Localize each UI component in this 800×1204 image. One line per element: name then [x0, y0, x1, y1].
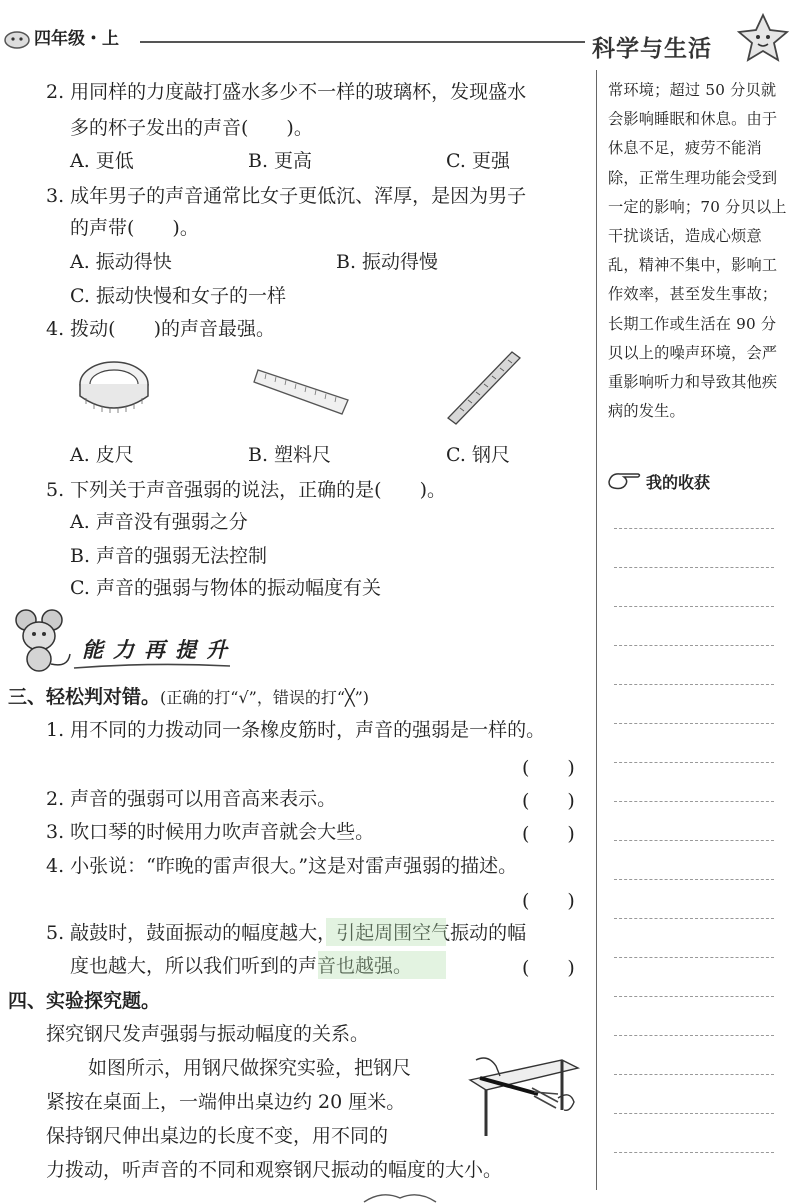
- harvest-line: [614, 957, 774, 958]
- header-divider: [140, 41, 585, 43]
- harvest-line: [614, 840, 774, 841]
- harvest-line: [614, 879, 774, 880]
- brand-title: 科学与生活: [592, 35, 712, 62]
- ruler-experiment-image: [466, 1050, 582, 1140]
- q5-option-b[interactable]: B. 声音的强弱无法控制: [70, 545, 268, 567]
- q5-option-c[interactable]: C. 声音的强弱与物体的振动幅度有关: [70, 577, 381, 599]
- s4-line4: 力拨动，听声音的不同和观察钢尺振动的幅度的大小。: [46, 1159, 503, 1181]
- banner-underline: [72, 660, 232, 672]
- harvest-line: [614, 684, 774, 685]
- banner-title: 能力再提升: [82, 637, 237, 662]
- q2-option-b[interactable]: B. 更高: [248, 150, 313, 172]
- mascot-dot-icon: [2, 30, 32, 50]
- plastic-ruler-image: [252, 360, 352, 418]
- harvest-line: [614, 996, 774, 997]
- q3-option-a[interactable]: A. 振动得快: [70, 251, 172, 273]
- harvest-line: [614, 801, 774, 802]
- s3-item4: 4. 小张说：“昨晚的雷声很大。”这是对雷声强弱的描述。: [46, 855, 518, 877]
- harvest-line: [614, 567, 774, 568]
- highlight-mark: [326, 918, 446, 946]
- harvest-line: [614, 918, 774, 919]
- highlight-mark: [318, 951, 446, 979]
- s3-answer-1[interactable]: ( ): [522, 757, 575, 779]
- star-mascot-icon: [735, 12, 791, 64]
- pointing-hand-icon: [606, 468, 644, 492]
- s3-answer-4[interactable]: ( ): [522, 890, 575, 912]
- mouse-mascot-icon: [8, 606, 76, 678]
- s4-line1: 如图所示，用钢尺做探究实验，把钢尺: [88, 1057, 412, 1079]
- q3-option-b[interactable]: B. 振动得慢: [336, 251, 439, 273]
- harvest-line: [614, 645, 774, 646]
- s3-item1: 1. 用不同的力拨动同一条橡皮筋时，声音的强弱是一样的。: [46, 719, 546, 741]
- tape-measure-image: [74, 356, 154, 424]
- harvest-line: [614, 1035, 774, 1036]
- s4-intro: 探究钢尺发声强弱与振动幅度的关系。: [46, 1023, 370, 1045]
- q5-line1: 5. 下列关于声音强弱的说法，正确的是( )。: [46, 479, 446, 501]
- harvest-line: [614, 606, 774, 607]
- q3-line1: 3. 成年男子的声音通常比女子更低沉、浑厚，是因为男子: [46, 185, 527, 207]
- s4-line2: 紧按在桌面上，一端伸出桌边约 20 厘米。: [46, 1091, 406, 1113]
- harvest-line: [614, 528, 774, 529]
- q3-option-c[interactable]: C. 振动快慢和女子的一样: [70, 285, 286, 307]
- q2-option-c[interactable]: C. 更强: [446, 150, 510, 172]
- q4-option-c[interactable]: C. 钢尺: [446, 444, 510, 466]
- s3-item3: 3. 吹口琴的时候用力吹声音就会大些。: [46, 821, 375, 843]
- s3-item2: 2. 声音的强弱可以用音高来表示。: [46, 788, 337, 810]
- q4-option-a[interactable]: A. 皮尺: [70, 444, 134, 466]
- s3-answer-2[interactable]: ( ): [522, 790, 575, 812]
- harvest-line: [614, 1152, 774, 1153]
- harvest-line: [614, 1074, 774, 1075]
- section3-note: (正确的打“√”，错误的打“╳”): [160, 688, 370, 707]
- s3-item5-line1: 5. 敲鼓时，鼓面振动的幅度越大，引起周围空气振动的幅: [46, 922, 527, 944]
- s3-answer-3[interactable]: ( ): [522, 823, 575, 845]
- sidebar-note-text: 常环境；超过 50 分贝就会影响睡眠和休息。由于休息不足，疲劳不能消除，正常生理功能会受到一定的影响；70 分贝以上干扰谈话，造成心烦意乱，精神不集中，影响工作效率，甚至发生事故；长期工作或生活在 90 分贝以上的噪声环境，会严重影响听力和导致其他疾病的发生。: [608, 81, 787, 421]
- s3-answer-5[interactable]: ( ): [522, 957, 575, 979]
- q5-option-a[interactable]: A. 声音没有强弱之分: [70, 511, 248, 533]
- steel-ruler-image: [444, 348, 524, 428]
- q3-line2: 的声带( )。: [70, 217, 199, 239]
- q2-option-a[interactable]: A. 更低: [70, 150, 134, 172]
- section3-heading: 三、轻松判对错。: [8, 686, 161, 708]
- q2-line1: 2. 用同样的力度敲打盛水多少不一样的玻璃杯，发现盛水: [46, 81, 527, 103]
- s3-item5-line2: 度也越大，所以我们听到的声音也越强。: [70, 955, 413, 977]
- s4-line3: 保持钢尺伸出桌边的长度不变，用不同的: [46, 1125, 389, 1147]
- page-number-badge: [362, 1192, 438, 1204]
- grade-label: 四年级・上: [34, 29, 119, 49]
- harvest-line: [614, 1113, 774, 1114]
- harvest-line: [614, 723, 774, 724]
- harvest-line: [614, 762, 774, 763]
- section4-title: 四、实验探究题。: [8, 990, 161, 1012]
- q4-line1: 4. 拨动( )的声音最强。: [46, 318, 275, 340]
- q4-option-b[interactable]: B. 塑料尺: [248, 444, 332, 466]
- section3-title: [8, 684, 369, 712]
- harvest-title: 我的收获: [646, 473, 711, 492]
- q2-line2: 多的杯子发出的声音( )。: [70, 117, 313, 139]
